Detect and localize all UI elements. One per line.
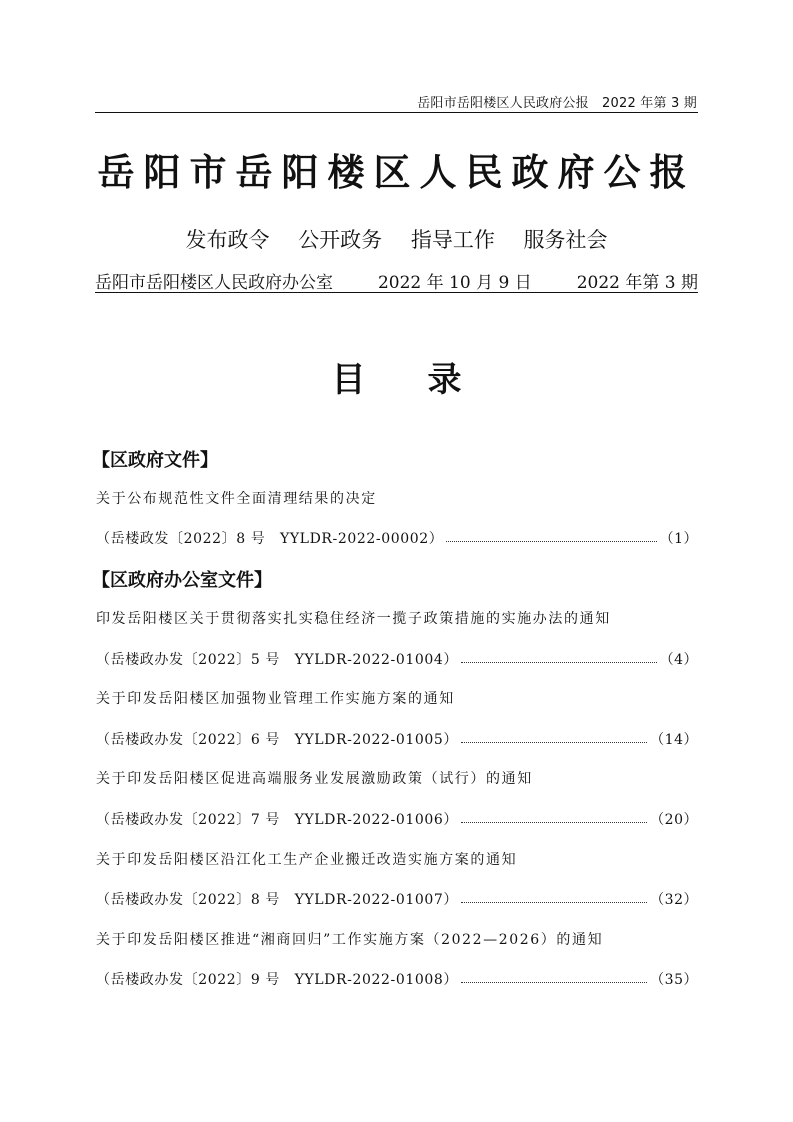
- document-number: （岳楼政发〔2022〕8 号 YYLDR-2022-00002）: [96, 531, 444, 547]
- toc-entry-title[interactable]: 关于印发岳阳楼区加强物业管理工作实施方案的通知: [96, 691, 455, 707]
- toc-title-right: 录: [427, 360, 462, 400]
- toc-entry-ref[interactable]: [96, 809, 698, 829]
- dot-leader: [461, 901, 647, 903]
- toc-title-left: 目: [331, 360, 366, 400]
- toc-entry-ref[interactable]: [96, 969, 698, 989]
- page-number: （14）: [650, 732, 698, 748]
- toc-entry-title[interactable]: 关于公布规范性文件全面清理结果的决定: [96, 491, 377, 507]
- toc-entry-ref[interactable]: [96, 889, 698, 909]
- publish-date: 2022 年 10 月 9 日: [377, 273, 532, 293]
- meta-rule: [95, 292, 698, 293]
- toc-entry-ref[interactable]: [96, 528, 698, 548]
- toc-entry-title[interactable]: 关于印发岳阳楼区沿江化工生产企业搬迁改造实施方案的通知: [96, 852, 518, 868]
- toc-title: [95, 352, 698, 401]
- header-rule: [95, 112, 698, 113]
- running-header: 岳阳市岳阳楼区人民政府公报 2022 年第 3 期: [417, 96, 697, 111]
- toc-entry-title[interactable]: 印发岳阳楼区关于贯彻落实扎实稳住经济一揽子政策措施的实施办法的通知: [96, 611, 611, 627]
- page-number: （4）: [659, 652, 698, 668]
- page-number: （32）: [650, 892, 698, 908]
- dot-leader: [446, 540, 656, 542]
- dot-leader: [461, 821, 647, 823]
- dot-leader: [461, 741, 647, 743]
- section-heading-office: 【区政府办公室文件】: [92, 570, 272, 591]
- toc-entry-title[interactable]: 关于印发岳阳楼区促进高端服务业发展激励政策（试行）的通知: [96, 771, 533, 787]
- dot-leader: [461, 661, 657, 663]
- page-number: （20）: [650, 812, 698, 828]
- page-number: （1）: [659, 531, 698, 547]
- document-number: （岳楼政办发〔2022〕7 号 YYLDR-2022-01006）: [96, 812, 458, 828]
- toc-entry-ref[interactable]: [96, 729, 698, 749]
- page-number: （35）: [650, 972, 698, 988]
- toc-entry-title[interactable]: 关于印发岳阳楼区推进“湘商回归”工作实施方案（2022—2026）的通知: [96, 932, 604, 948]
- masthead-title: 岳阳市岳阳楼区人民政府公报: [97, 150, 696, 194]
- section-heading-government: 【区政府文件】: [92, 450, 218, 471]
- document-number: （岳楼政办发〔2022〕8 号 YYLDR-2022-01007）: [96, 892, 458, 908]
- document-number: （岳楼政办发〔2022〕9 号 YYLDR-2022-01008）: [96, 972, 458, 988]
- issue-number: 2022 年第 3 期: [576, 273, 698, 293]
- masthead-motto: 发布政令 公开政务 指导工作 服务社会: [185, 228, 608, 252]
- masthead-meta-row: [95, 268, 698, 293]
- publisher: 岳阳市岳阳楼区人民政府办公室: [95, 273, 333, 293]
- document-number: （岳楼政办发〔2022〕6 号 YYLDR-2022-01005）: [96, 732, 458, 748]
- dot-leader: [461, 981, 647, 983]
- document-number: （岳楼政办发〔2022〕5 号 YYLDR-2022-01004）: [96, 652, 458, 668]
- toc-entry-ref[interactable]: [96, 649, 698, 669]
